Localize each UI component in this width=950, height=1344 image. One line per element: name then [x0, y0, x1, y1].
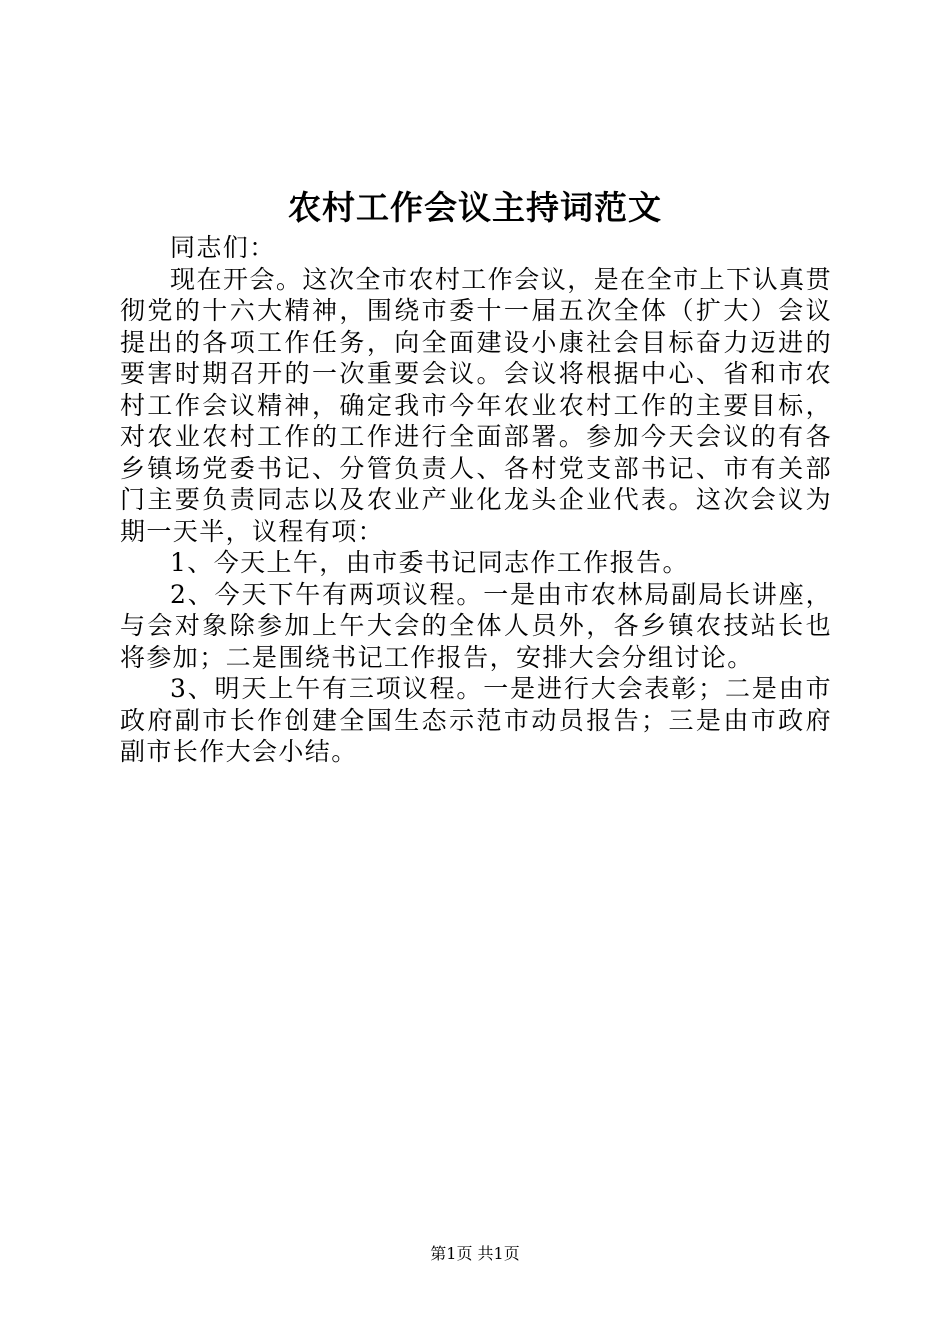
agenda-item-1: 1、今天上午，由市委书记同志作工作报告。	[170, 548, 689, 577]
agenda-item-2: 2、今天下午有两项议程。一是由市农林局副局长讲座，与会对象除参加上午大会的全体人员外，各乡镇农技站长也将参加；二是围绕书记工作报告，安排大会分组讨论。	[120, 579, 832, 672]
salutation-paragraph: 同志们：	[170, 233, 276, 262]
page-title: 农村工作会议主持词范文	[288, 188, 662, 227]
agenda-item-3: 3、明天上午有三项议程。一是进行大会表彰；二是由市政府副市长作创建全国生态示范市动员报告；三是由市政府副市长作大会小结。	[120, 674, 832, 766]
page-footer: 第1页 共1页	[430, 1244, 520, 1263]
document-body	[120, 232, 832, 768]
intro-paragraph: 现在开会。这次全市农村工作会议，是在全市上下认真贯彻党的十六大精神，围绕市委十一届五次全体（扩大）会议提出的各项工作任务，向全面建设小康社会目标奋力迈进的要害时期召开的一次重要会议。会议将根据中心、省和市农村工作会议精神，确定我市今年农业农村工作的主要目标，对农业农村工作的工作进行全面部署。参加今天会议的有各乡镇场党委书记、分管负责人、各村党支部书记、市有关部门主要负责同志以及农业产业化龙头企业代表。这次会议为期一天半，议程有项：	[120, 264, 832, 546]
